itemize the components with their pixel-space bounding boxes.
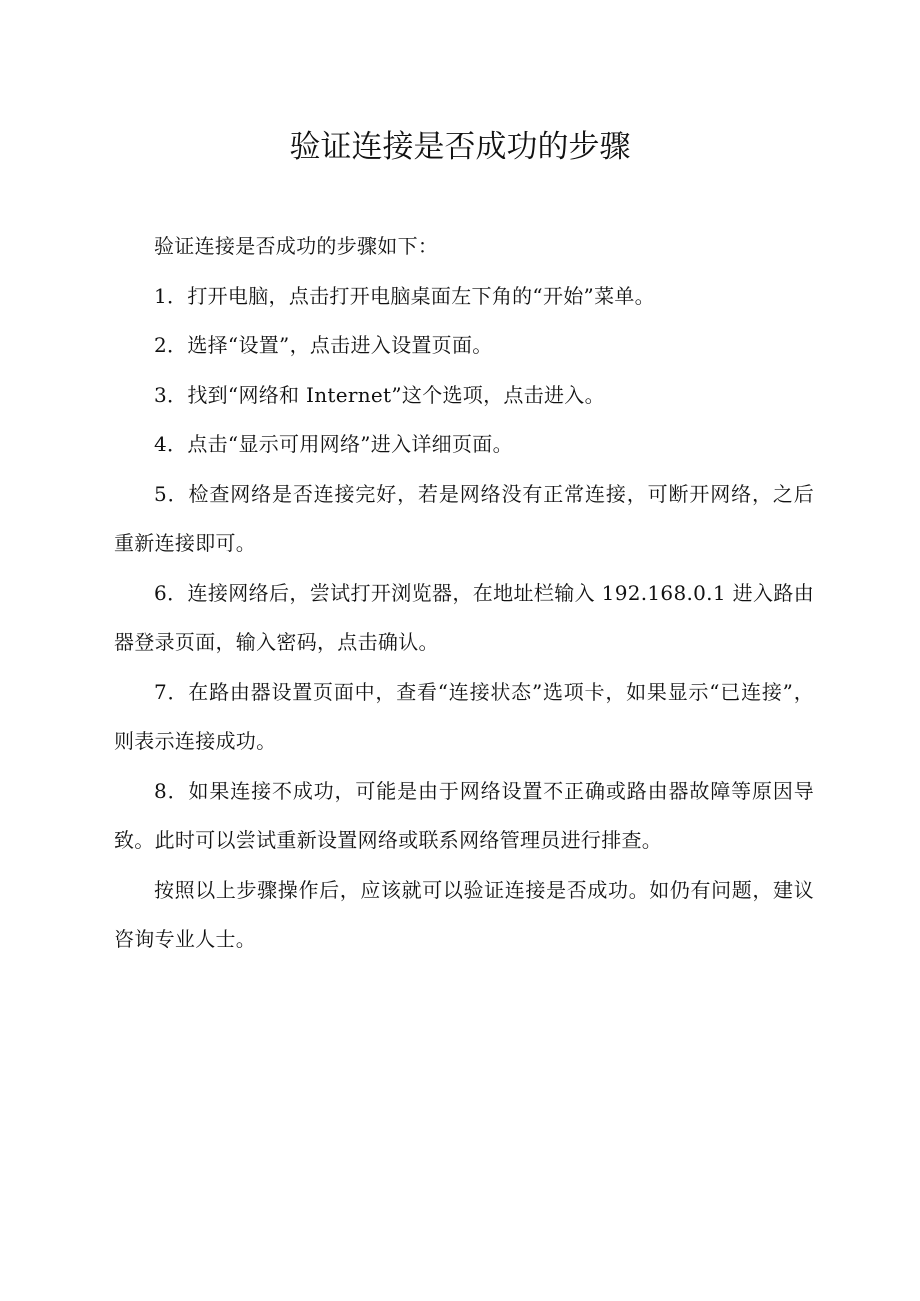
step-8-paragraph: 8．如果连接不成功，可能是由于网络设置不正确或路由器故障等原因导致。此时可以尝试重新设置网络或联系网络管理员进行排查。 [114,778,814,852]
step-1-paragraph: 1．打开电脑，点击打开电脑桌面左下角的“开始”菜单。 [154,283,655,308]
intro-paragraph: 验证连接是否成功的步骤如下： [154,234,439,258]
step-6-paragraph: 6．连接网络后，尝试打开浏览器，在地址栏输入 192.168.0.1 进入路由器登录页面，输入密码，点击确认。 [114,580,814,654]
step-7-paragraph: 7．在路由器设置页面中，查看“连接状态”选项卡，如果显示“已连接”，则表示连接成功。 [114,679,814,753]
document-title: 验证连接是否成功的步骤 [289,129,631,165]
step-5-paragraph: 5．检查网络是否连接完好，若是网络没有正常连接，可断开网络，之后重新连接即可。 [114,481,814,555]
step-2-paragraph: 2．选择“设置”，点击进入设置页面。 [154,333,493,357]
step-3-paragraph: 3．找到“网络和 Internet”这个选项，点击进入。 [154,382,605,407]
conclusion-paragraph: 按照以上步骤操作后，应该就可以验证连接是否成功。如仍有问题，建议咨询专业人士。 [114,877,814,951]
step-4-paragraph: 4．点击“显示可用网络”进入详细页面。 [154,432,513,456]
document-body [114,222,814,965]
